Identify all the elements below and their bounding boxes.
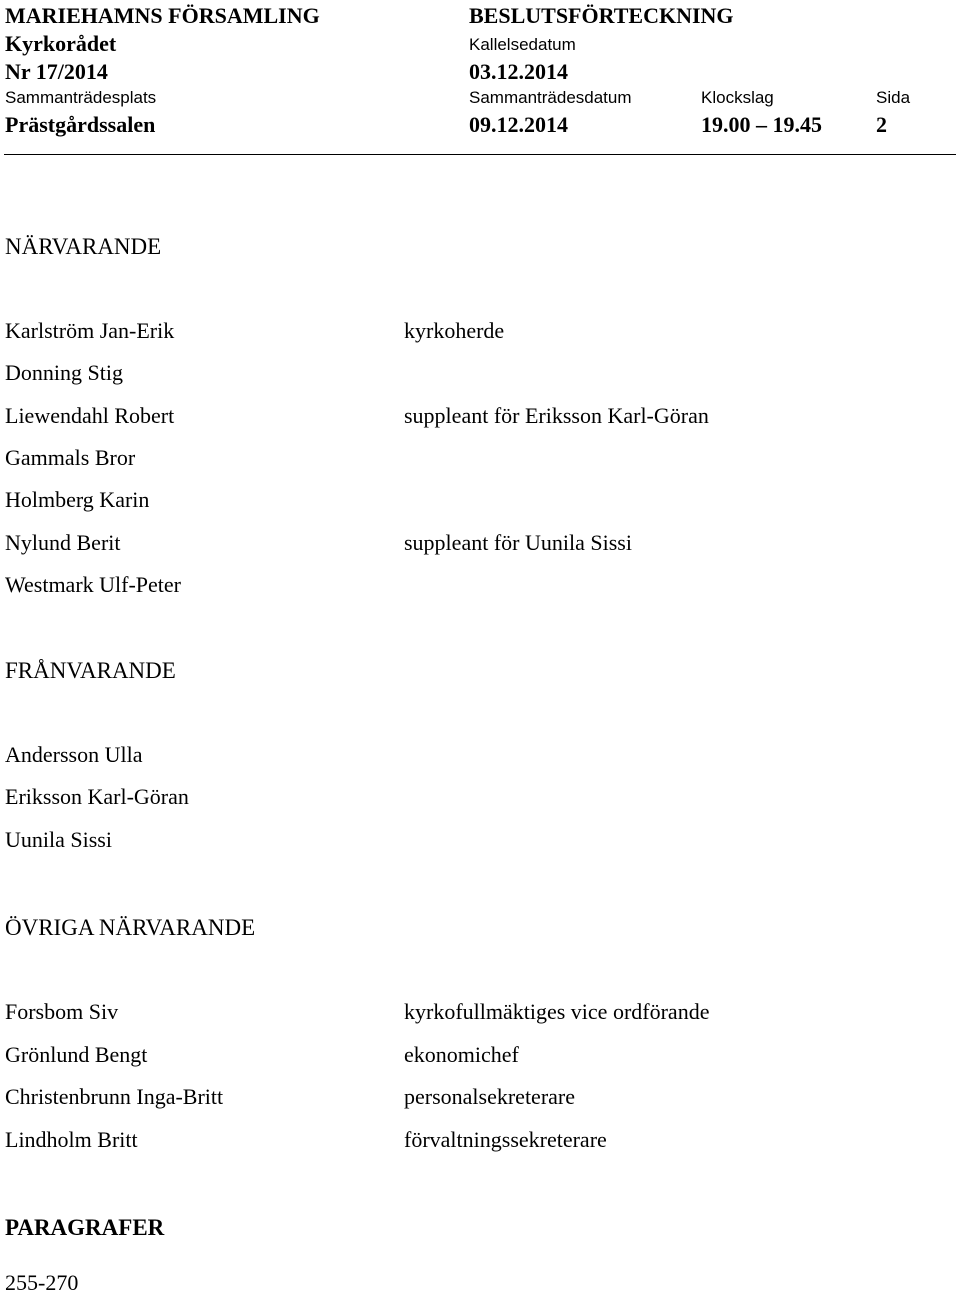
others-role: förvaltningssekreterare xyxy=(404,1127,607,1152)
present-name: Westmark Ulf-Peter xyxy=(5,572,181,597)
absent-name: Uunila Sissi xyxy=(5,827,112,852)
present-role: suppleant för Uunila Sissi xyxy=(404,530,632,555)
present-name: Holmberg Karin xyxy=(5,487,150,512)
others-name: Christenbrunn Inga-Britt xyxy=(5,1084,224,1109)
absent-name: Andersson Ulla xyxy=(5,742,143,767)
present-name: Liewendahl Robert xyxy=(5,403,175,428)
absent-heading: FRÅNVARANDE xyxy=(5,658,176,683)
kallelsedatum-value: 03.12.2014 xyxy=(469,59,568,84)
plats-value: Prästgårdssalen xyxy=(5,112,156,137)
sida-label: Sida xyxy=(876,88,911,107)
klockslag-label: Klockslag xyxy=(701,88,774,107)
present-name: Nylund Berit xyxy=(5,530,121,555)
header-divider xyxy=(4,154,956,155)
doc-type: BESLUTSFÖRTECKNING xyxy=(469,3,734,28)
absent-name: Eriksson Karl-Göran xyxy=(5,784,189,809)
plats-label: Sammanträdesplats xyxy=(5,88,157,107)
klockslag-value: 19.00 – 19.45 xyxy=(701,112,822,137)
others-role: ekonomichef xyxy=(404,1042,519,1067)
others-role: kyrkofullmäktiges vice ordförande xyxy=(404,999,710,1024)
present-name: Donning Stig xyxy=(5,360,123,385)
sida-value: 2 xyxy=(876,112,887,137)
present-role: suppleant för Eriksson Karl-Göran xyxy=(404,403,709,428)
others-role: personalsekreterare xyxy=(404,1084,576,1109)
paragraphs-range: 255-270 xyxy=(5,1270,79,1295)
others-name: Grönlund Bengt xyxy=(5,1042,148,1067)
meeting-number: Nr 17/2014 xyxy=(5,59,108,84)
others-name: Forsbom Siv xyxy=(5,999,119,1024)
paragraphs-heading: PARAGRAFER xyxy=(5,1215,165,1240)
datum-value: 09.12.2014 xyxy=(469,112,568,137)
org-name: MARIEHAMNS FÖRSAMLING xyxy=(5,3,320,28)
body-name: Kyrkorådet xyxy=(5,31,117,56)
kallelsedatum-label: Kallelsedatum xyxy=(469,35,576,54)
present-name: Gammals Bror xyxy=(5,445,136,470)
datum-label: Sammanträdesdatum xyxy=(469,88,632,107)
present-name: Karlström Jan-Erik xyxy=(5,318,175,343)
present-heading: NÄRVARANDE xyxy=(5,234,162,259)
others-heading: ÖVRIGA NÄRVARANDE xyxy=(5,915,256,940)
present-role: kyrkoherde xyxy=(404,318,505,343)
others-name: Lindholm Britt xyxy=(5,1127,138,1152)
